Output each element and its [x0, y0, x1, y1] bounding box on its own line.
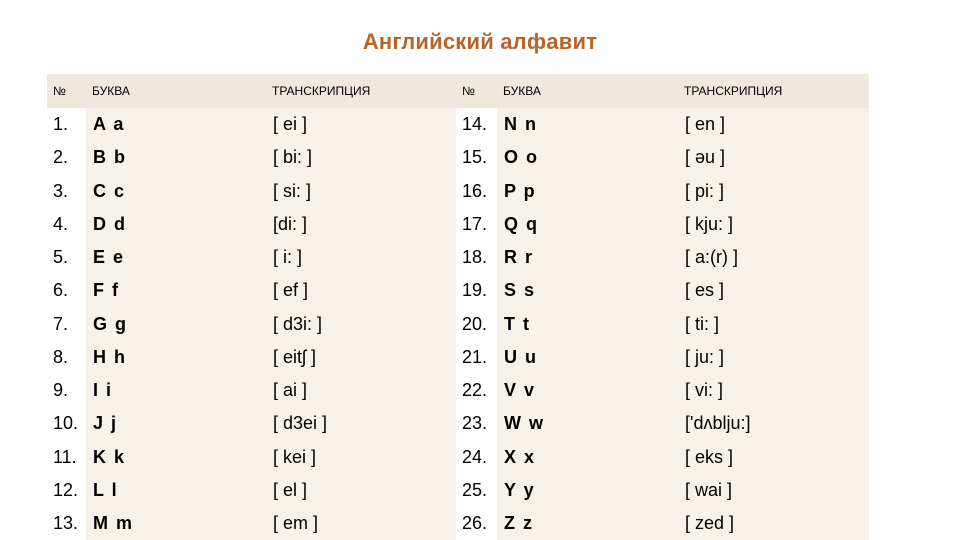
- left-transcription-cell: [ kei ]: [266, 441, 456, 474]
- left-num-cell: 12.: [47, 474, 86, 507]
- header-letter: БУКВА: [497, 74, 678, 108]
- right-transcription-cell: [ a:(r) ]: [678, 241, 869, 274]
- table-row: [47, 308, 869, 341]
- header-num: №: [47, 74, 86, 108]
- table-row: [47, 507, 869, 540]
- left-num-cell: 4.: [47, 208, 86, 241]
- right-transcription-cell: [ əu ]: [678, 141, 869, 174]
- right-transcription-cell: [ ti: ]: [678, 308, 869, 341]
- left-letter-cell: B b: [86, 141, 266, 174]
- left-transcription-cell: [ ei ]: [266, 108, 456, 141]
- right-num-cell: 26.: [456, 507, 497, 540]
- right-transcription-cell: [ kju: ]: [678, 208, 869, 241]
- header-transcription: ТРАНСКРИПЦИЯ: [678, 74, 869, 108]
- table-row: [47, 141, 869, 174]
- right-num-cell: 21.: [456, 341, 497, 374]
- left-num-cell: 2.: [47, 141, 86, 174]
- table-row: [47, 407, 869, 440]
- right-num-cell: 20.: [456, 308, 497, 341]
- right-transcription-cell: [ es ]: [678, 274, 869, 307]
- table-row: [47, 175, 869, 208]
- left-num-cell: 5.: [47, 241, 86, 274]
- left-letter-cell: I i: [86, 374, 266, 407]
- left-transcription-cell: [ i: ]: [266, 241, 456, 274]
- left-transcription-cell: [ bi: ]: [266, 141, 456, 174]
- table-row: [47, 274, 869, 307]
- left-letter-cell: J j: [86, 407, 266, 440]
- left-transcription-cell: [ em ]: [266, 507, 456, 540]
- right-transcription-cell: [ eks ]: [678, 441, 869, 474]
- left-transcription-cell: [di: ]: [266, 208, 456, 241]
- right-letter-cell: Q q: [497, 208, 678, 241]
- table-header-row: [47, 74, 869, 108]
- right-num-cell: 22.: [456, 374, 497, 407]
- right-letter-cell: R r: [497, 241, 678, 274]
- table-row: [47, 441, 869, 474]
- right-num-cell: 16.: [456, 175, 497, 208]
- left-num-cell: 10.: [47, 407, 86, 440]
- left-num-cell: 11.: [47, 441, 86, 474]
- left-num-cell: 9.: [47, 374, 86, 407]
- right-letter-cell: O o: [497, 141, 678, 174]
- right-transcription-cell: ['dʌblju:]: [678, 407, 869, 440]
- right-num-cell: 23.: [456, 407, 497, 440]
- left-num-cell: 13.: [47, 507, 86, 540]
- left-letter-cell: A a: [86, 108, 266, 141]
- right-transcription-cell: [ en ]: [678, 108, 869, 141]
- left-transcription-cell: [ eitʃ ]: [266, 341, 456, 374]
- right-transcription-cell: [ ju: ]: [678, 341, 869, 374]
- right-num-cell: 15.: [456, 141, 497, 174]
- header-num: №: [456, 74, 497, 108]
- left-letter-cell: G g: [86, 308, 266, 341]
- left-transcription-cell: [ ef ]: [266, 274, 456, 307]
- right-letter-cell: P p: [497, 175, 678, 208]
- table-row: [47, 474, 869, 507]
- alphabet-table: [47, 74, 869, 540]
- right-transcription-cell: [ vi: ]: [678, 374, 869, 407]
- right-letter-cell: X x: [497, 441, 678, 474]
- table-row: [47, 241, 869, 274]
- right-letter-cell: U u: [497, 341, 678, 374]
- right-letter-cell: T t: [497, 308, 678, 341]
- left-num-cell: 6.: [47, 274, 86, 307]
- right-num-cell: 17.: [456, 208, 497, 241]
- right-num-cell: 25.: [456, 474, 497, 507]
- right-num-cell: 24.: [456, 441, 497, 474]
- left-letter-cell: K k: [86, 441, 266, 474]
- table-row: [47, 108, 869, 141]
- left-letter-cell: E e: [86, 241, 266, 274]
- header-transcription: ТРАНСКРИПЦИЯ: [266, 74, 456, 108]
- right-num-cell: 19.: [456, 274, 497, 307]
- left-num-cell: 3.: [47, 175, 86, 208]
- table-row: [47, 341, 869, 374]
- right-letter-cell: S s: [497, 274, 678, 307]
- right-letter-cell: V v: [497, 374, 678, 407]
- right-letter-cell: Y y: [497, 474, 678, 507]
- left-transcription-cell: [ d3i: ]: [266, 308, 456, 341]
- right-transcription-cell: [ pi: ]: [678, 175, 869, 208]
- right-transcription-cell: [ wai ]: [678, 474, 869, 507]
- right-letter-cell: N n: [497, 108, 678, 141]
- left-num-cell: 1.: [47, 108, 86, 141]
- left-transcription-cell: [ ai ]: [266, 374, 456, 407]
- left-letter-cell: H h: [86, 341, 266, 374]
- right-letter-cell: Z z: [497, 507, 678, 540]
- left-transcription-cell: [ si: ]: [266, 175, 456, 208]
- left-letter-cell: F f: [86, 274, 266, 307]
- header-letter: БУКВА: [86, 74, 266, 108]
- page-title: Английский алфавит: [362, 29, 598, 54]
- left-num-cell: 7.: [47, 308, 86, 341]
- left-num-cell: 8.: [47, 341, 86, 374]
- left-letter-cell: M m: [86, 507, 266, 540]
- right-num-cell: 18.: [456, 241, 497, 274]
- left-transcription-cell: [ d3ei ]: [266, 407, 456, 440]
- right-num-cell: 14.: [456, 108, 497, 141]
- left-transcription-cell: [ el ]: [266, 474, 456, 507]
- left-letter-cell: L l: [86, 474, 266, 507]
- table-row: [47, 374, 869, 407]
- right-letter-cell: W w: [497, 407, 678, 440]
- left-letter-cell: C c: [86, 175, 266, 208]
- table-row: [47, 208, 869, 241]
- left-letter-cell: D d: [86, 208, 266, 241]
- right-transcription-cell: [ zed ]: [678, 507, 869, 540]
